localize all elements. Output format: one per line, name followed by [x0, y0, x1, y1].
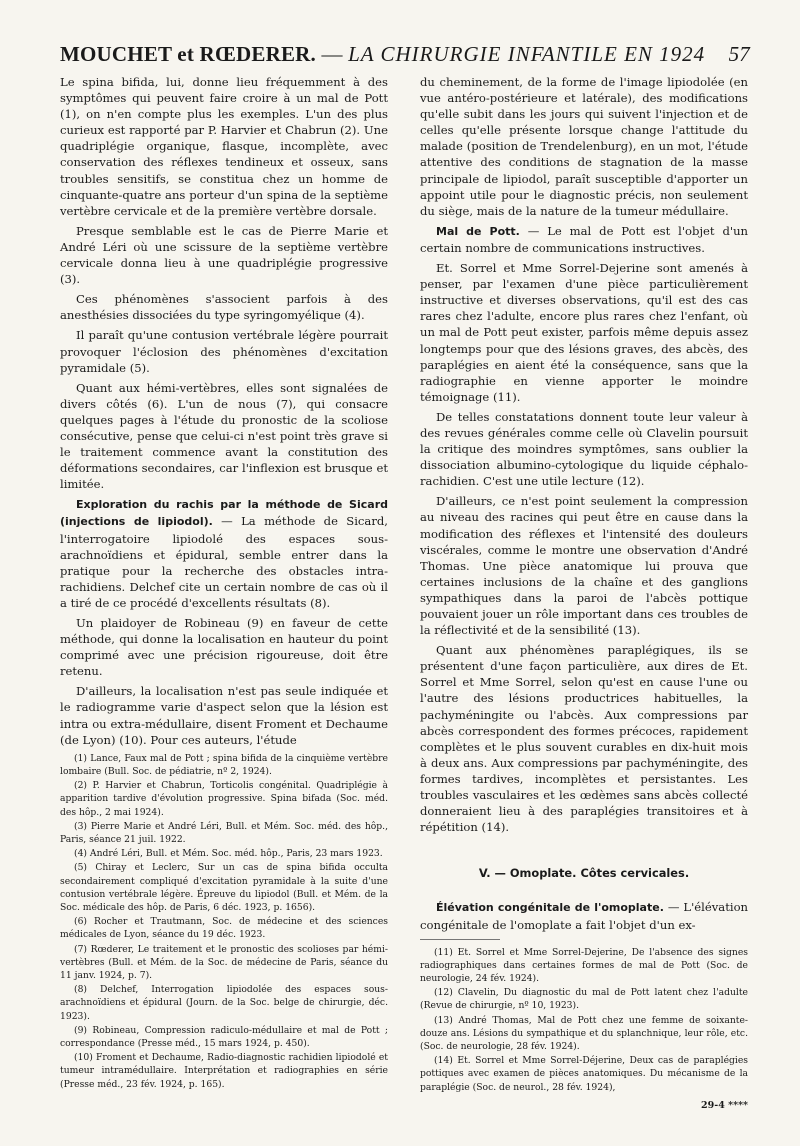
footnote: (11) Et. Sorrel et Mme Sorrel-Dejerine, De l'absence des signes radiographiques dans certaines formes de mal de Pott (Soc. de neurologie, 24 fév. 1924). [420, 946, 748, 984]
paragraph: Quant aux hémi-vertèbres, elles sont signalées de divers côtés (6). L'un de nous (7), qui consacre quelques pages à l'étude du pronostic de la scoliose consécutive, pense que celui-ci n'est point très grave si le traitement commence avant la constitution des déformations secondaires, car l'inflexion est brusque et limitée. [60, 380, 388, 492]
footnotes-right [420, 946, 748, 1094]
left-column [60, 74, 388, 1092]
footnote: (2) P. Harvier et Chabrun, Torticolis congénital. Quadriplégie à apparition tardive d'évolution progressive. Spina bifada (Soc. méd. des hôp., 2 mai 1924). [60, 780, 388, 818]
paragraph: D'ailleurs, la localisation n'est pas seule indiquée et le radiogramme varie d'aspect selon que la lésion est intra ou extra-médullaire, disent Froment et Dechaume (de Lyon) (10). Pour ces auteurs, l'étude [60, 684, 388, 747]
omoplate-paragraph [420, 899, 748, 932]
paragraph: Un plaidoyer de Robineau (9) en faveur de cette méthode, qui donne la localisation en hauteur du point comprimé avec une précision rigoureuse, doit être retenu. [60, 616, 388, 679]
footnote: (5) Chiray et Leclerc, Sur un cas de spina bifida occulta secondairement compliqué d'excitation pyramidale à la suite d'une contusion vertébrale légère. Épreuve du lipiodol (Bull. et Mém. de la Soc. médicale des hôp. de Paris, 6 déc. 1923, p. 1656). [60, 862, 388, 913]
footnote: (4) André Léri, Bull. et Mém. Soc. méd. hôp., Paris, 23 mars 1923. [74, 848, 383, 860]
paragraph: De telles constatations donnent toute leur valeur à des revues générales comme celle où Clavelin poursuit la critique des moindres symptômes, sans oublier la dissociation albumino-cytologique du liquide céphalo-rachidien. C'est une utile lecture (12). [420, 409, 748, 489]
footnote: (3) Pierre Marie et André Léri, Bull. et Mém. Soc. méd. des hôp., Paris, séance 21 juil. 1922. [60, 820, 388, 845]
sicard-paragraph [60, 496, 388, 611]
printer-signature: 29-4 **** [701, 1099, 748, 1111]
footnote: (13) André Thomas, Mal de Pott chez une femme de soixante-douze ans. Lésions du sympathique et du splanchnique, leur rôle, etc. (Soc. de neurologie, 28 fév. 1924). [420, 1014, 748, 1053]
footnote: (6) Rocher et Trautmann, Soc. de médecine et des sciences médicales de Lyon, séance du 19 déc. 1923. [60, 916, 388, 941]
sicard-heading: Exploration du rachis par la méthode de Sicard (injections de lipiodol). [60, 498, 388, 529]
footnote: (7) Rœderer, Le traitement et le pronostic des scolioses par hémi-vertèbres (Bull. et Mém. de la Soc. de médecine de Paris, séance du 11 janv. 1924, p. 7). [60, 943, 388, 981]
header-dash: — [321, 42, 343, 66]
right-column [420, 74, 748, 1114]
pott-paragraph [420, 223, 748, 256]
header-authors: MOUCHET et RŒDERER. [60, 42, 316, 66]
footnote: (14) Et. Sorrel et Mme Sorrel-Déjerine, Deux cas de paraplégies pottiques avec examen de pièces anatomiques. Du mécanisme de la paraplégie (Soc. de neurol., 28 fév. 1924), [420, 1055, 748, 1093]
omoplate-heading: Élévation congénitale de l'omoplate. [436, 901, 664, 915]
header-running-title: LA CHIRURGIE INFANTILE EN 1924 [348, 42, 706, 66]
paragraph: Le spina bifida, lui, donne lieu fréquemment à des symptômes qui peuvent faire croire à un mal de Pott (1), on n'en compte plus les exemples. L'un des plus curieux est rapporté par P. Harvier et Chabrun (2). Une quadriplégie organique, flasque, incomplète, avec conservation des réflexes tendineux et osseux, sans troubles sensitifs, se constitua chez un homme de cinquante-quatre ans porteur d'un spina de la septième vertèbre cervicale et de la première vertèbre dorsale. [60, 75, 388, 218]
footnote: (12) Clavelin, Du diagnostic du mal de Pott latent chez l'adulte (Revue de chirurgie, nº 10, 1923). [420, 987, 748, 1012]
page-number: 57 [728, 42, 750, 66]
paragraph: Il paraît qu'une contusion vertébrale légère pourrait provoquer l'éclosion des phénomènes d'excitation pyramidale (5). [60, 328, 388, 375]
paragraph: Et. Sorrel et Mme Sorrel-Dejerine sont amenés à penser, par l'examen d'une pièce particulièrement instructive et diverses observations, qu'il est des cas rares chez l'adulte, encore plus rares chez l'enfant, où un mal de Pott peut exister, parfois même depuis assez longtemps pour que des lésions graves, des abcès, des paraplégies en aient été la conséquence, sans que la radiographie en vienne apporter le moindre témoignage (11). [420, 261, 748, 404]
section-title: V. — Omoplate. Côtes cervicales. [478, 866, 690, 881]
footnote: (8) Delchef, Interrogation lipiodolée des espaces sous-arachnoïdiens et épidural (Journ. de la Soc. belge de chirurgie, déc. 1923). [60, 984, 388, 1022]
paragraph: Ces phénomènes s'associent parfois à des anesthésies dissociées du type syringomyélique (4). [60, 292, 388, 323]
footnote: (1) Lance, Faux mal de Pott ; spina bifida de la cinquième vertèbre lombaire (Bull. Soc. de pédiatrie, nº 2, 1924). [60, 752, 388, 777]
paragraph: du cheminement, de la forme de l'image lipiodolée (en vue antéro-postérieure et latérale), des modifications qu'elle subit dans les jours qui suivent l'injection et de celles qu'elle présente lorsque change l'attitude du malade (position de Trendelenburg), en un mot, l'étude attentive des conditions de stagnation de la masse principale de lipiodol, paraît susceptible d'apporter un appoint utile pour le diagnostic précis, non seulement du siège, mais de la nature de la tumeur médullaire. [420, 75, 748, 218]
omoplate-text: — L'élévation congénitale de l'omoplate a fait l'objet d'un ex- [420, 900, 749, 932]
pott-heading: Mal de Pott. [436, 224, 520, 238]
paragraph: Presque semblable est le cas de Pierre Marie et André Léri où une scissure de la septième vertèbre cervicale donna lieu à une quadriplégie progressive (3). [60, 223, 388, 287]
footnotes-left [60, 752, 388, 1091]
footnote-divider [420, 939, 500, 940]
sicard-text: — La méthode de Sicard, l'interrogatoire lipiodolé des espaces sous-arachnoïdiens et épidural, semble entrer dans la pratique pour la recherche des obstacles intra-rachidiens. Delchef cite un certain nombre de cas où il a tiré de ce procédé d'excellents résultats (8). [60, 514, 388, 610]
running-header [60, 42, 750, 66]
footnote: (9) Robineau, Compression radiculo-médullaire et mal de Pott ; correspondance (Presse méd., 15 mars 1924, p. 450). [60, 1024, 388, 1050]
footnote: (10) Froment et Dechaume, Radio-diagnostic rachidien lipiodolé et tumeur intramédullaire. Interprétation et radiographies en série (Presse méd., 23 fév. 1924, p. 165). [60, 1052, 388, 1090]
paragraph: D'ailleurs, ce n'est point seulement la compression au niveau des racines qui peut être en cause dans la modification des réflexes et l'intensité des douleurs viscérales, comme le montre une observation d'André Thomas. Une pièce anatomique lui prouva que certaines inclusions de la chaîne et des ganglions sympathiques dans la paroi de l'abcès pottique pouvaient jouer un rôle important dans ces troubles de la réflectivité et de la sensibilité (13). [420, 494, 748, 638]
pott-text: — Le mal de Pott est l'objet d'un certain nombre de communications instructives. [420, 223, 749, 255]
paragraph: Quant aux phénomènes paraplégiques, ils se présentent d'une façon particulière, aux dires de Et. Sorrel et Mme Sorrel, selon qu'est en cause l'une ou l'autre des lésions productrices habituelles, la pachyméningite ou l'abcès. Aux compressions par abcès correspondent des formes précoces, rapidement complètes et le plus souvent curables en dix-huit mois à deux ans. Aux compressions par pachyméningite, des formes tardives, incomplètes et persistantes. Les troubles vasculaires et les œdèmes sans abcès collecté donneraient lieu à des paraplégies transitoires et à répétition (14). [420, 643, 748, 835]
